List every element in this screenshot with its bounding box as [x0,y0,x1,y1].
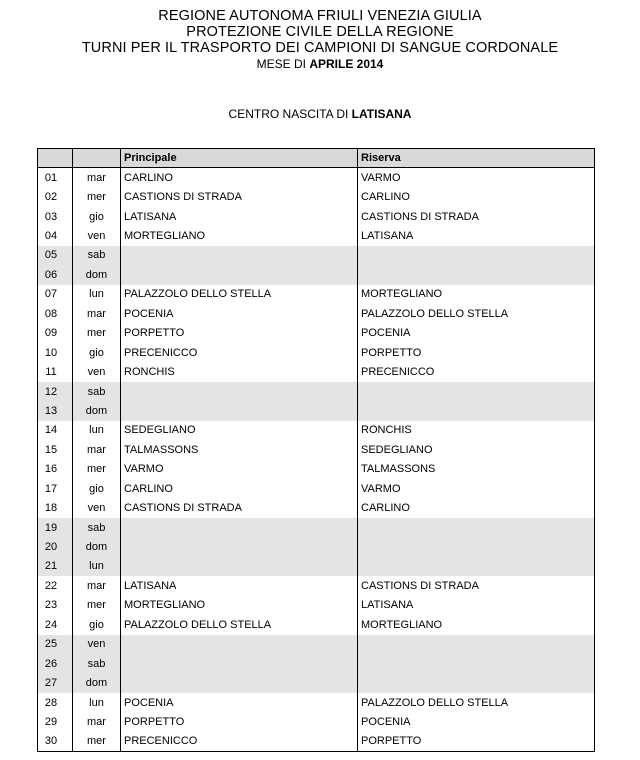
weekday-cell: ven [73,498,121,517]
table-row [38,576,595,595]
table-row [38,421,595,440]
weekday-cell: lun [73,557,121,576]
table-row [38,635,595,654]
principale-cell: POCENIA [121,693,358,712]
principale-cell [121,382,358,401]
table-row [38,285,595,304]
riserva-cell: MORTEGLIANO [358,285,595,304]
weekday-cell: lun [73,285,121,304]
riserva-cell: CASTIONS DI STRADA [358,576,595,595]
table-row [38,226,595,245]
weekday-cell: mer [73,187,121,206]
riserva-cell [358,654,595,673]
principale-cell: POCENIA [121,304,358,323]
center-prefix: CENTRO NASCITA DI [228,107,349,121]
date-cell: 25 [38,635,73,654]
table-row [38,615,595,634]
weekday-cell: gio [73,207,121,226]
date-cell: 10 [38,343,73,362]
principale-cell: MORTEGLIANO [121,226,358,245]
table-row [38,304,595,323]
date-cell: 12 [38,382,73,401]
principale-cell: PRECENICCO [121,732,358,752]
weekday-cell: mar [73,576,121,595]
principale-cell [121,557,358,576]
header-title: TURNI PER IL TRASPORTO DEI CAMPIONI DI SANGUE CORDONALE [81,40,559,56]
date-cell: 06 [38,265,73,284]
weekday-cell: sab [73,518,121,537]
table-row [38,596,595,615]
schedule-table [37,148,595,752]
principale-cell: PRECENICCO [121,343,358,362]
month-value: APRILE 2014 [309,57,384,71]
riserva-cell [358,518,595,537]
weekday-cell: ven [73,635,121,654]
principale-cell: TALMASSONS [121,440,358,459]
col-header-day [73,149,121,168]
principale-cell: LATISANA [121,576,358,595]
weekday-cell: mar [73,304,121,323]
date-cell: 28 [38,693,73,712]
weekday-cell: lun [73,693,121,712]
weekday-cell: mer [73,460,121,479]
table-row [38,732,595,752]
weekday-cell: dom [73,537,121,556]
riserva-cell: VARMO [358,168,595,188]
date-cell: 30 [38,732,73,752]
date-cell: 01 [38,168,73,188]
header-agency: PROTEZIONE CIVILE DELLA REGIONE [186,24,454,40]
principale-cell [121,265,358,284]
principale-cell: CARLINO [121,168,358,188]
weekday-cell: gio [73,615,121,634]
weekday-cell: mer [73,732,121,752]
riserva-cell: CARLINO [358,498,595,517]
month-prefix: MESE DI [256,57,306,71]
table-row [38,673,595,692]
riserva-cell: MORTEGLIANO [358,615,595,634]
date-cell: 20 [38,537,73,556]
col-header-principale: Principale [121,149,358,168]
principale-cell: PORPETTO [121,324,358,343]
date-cell: 22 [38,576,73,595]
date-cell: 19 [38,518,73,537]
date-cell: 13 [38,401,73,420]
header-month [0,57,640,72]
riserva-cell: POCENIA [358,712,595,731]
table-row [38,401,595,420]
weekday-cell: mar [73,168,121,188]
principale-cell: RONCHIS [121,362,358,381]
weekday-cell: ven [73,362,121,381]
date-cell: 17 [38,479,73,498]
riserva-cell: LATISANA [358,226,595,245]
riserva-cell: PALAZZOLO DELLO STELLA [358,304,595,323]
date-cell: 09 [38,324,73,343]
weekday-cell: dom [73,265,121,284]
date-cell: 08 [38,304,73,323]
table-header-row [38,149,595,168]
date-cell: 24 [38,615,73,634]
date-cell: 18 [38,498,73,517]
riserva-cell: PALAZZOLO DELLO STELLA [358,693,595,712]
riserva-cell [358,673,595,692]
table-row [38,246,595,265]
table-row [38,382,595,401]
principale-cell [121,654,358,673]
table-row [38,693,595,712]
birth-center-title [0,107,640,121]
riserva-cell [358,265,595,284]
table-row [38,362,595,381]
principale-cell: CASTIONS DI STRADA [121,187,358,206]
center-name: LATISANA [351,107,412,121]
date-cell: 16 [38,460,73,479]
table-row [38,712,595,731]
riserva-cell: CARLINO [358,187,595,206]
date-cell: 21 [38,557,73,576]
principale-cell [121,518,358,537]
weekday-cell: sab [73,382,121,401]
table-row [38,537,595,556]
riserva-cell: SEDEGLIANO [358,440,595,459]
weekday-cell: mer [73,596,121,615]
table-row [38,207,595,226]
weekday-cell: sab [73,246,121,265]
table-row [38,460,595,479]
riserva-cell [358,635,595,654]
riserva-cell [358,537,595,556]
principale-cell: MORTEGLIANO [121,596,358,615]
principale-cell: PORPETTO [121,712,358,731]
table-row [38,265,595,284]
date-cell: 15 [38,440,73,459]
principale-cell: CASTIONS DI STRADA [121,498,358,517]
date-cell: 05 [38,246,73,265]
col-header-riserva: Riserva [358,149,595,168]
principale-cell: LATISANA [121,207,358,226]
table-row [38,498,595,517]
date-cell: 07 [38,285,73,304]
principale-cell [121,673,358,692]
table-row [38,440,595,459]
riserva-cell [358,557,595,576]
weekday-cell: mar [73,712,121,731]
table-row [38,479,595,498]
riserva-cell: POCENIA [358,324,595,343]
riserva-cell [358,401,595,420]
riserva-cell: VARMO [358,479,595,498]
date-cell: 26 [38,654,73,673]
principale-cell: SEDEGLIANO [121,421,358,440]
weekday-cell: gio [73,479,121,498]
table-row [38,343,595,362]
col-header-date [38,149,73,168]
date-cell: 29 [38,712,73,731]
weekday-cell: lun [73,421,121,440]
riserva-cell: PORPETTO [358,343,595,362]
date-cell: 27 [38,673,73,692]
principale-cell: PALAZZOLO DELLO STELLA [121,615,358,634]
weekday-cell: dom [73,401,121,420]
weekday-cell: mer [73,324,121,343]
riserva-cell: LATISANA [358,596,595,615]
weekday-cell: gio [73,343,121,362]
riserva-cell: PORPETTO [358,732,595,752]
weekday-cell: ven [73,226,121,245]
table-row [38,324,595,343]
principale-cell [121,246,358,265]
table-row [38,187,595,206]
principale-cell [121,537,358,556]
date-cell: 23 [38,596,73,615]
riserva-cell: TALMASSONS [358,460,595,479]
principale-cell: CARLINO [121,479,358,498]
header-region: REGIONE AUTONOMA FRIULI VENEZIA GIULIA [158,8,482,24]
date-cell: 04 [38,226,73,245]
riserva-cell [358,246,595,265]
weekday-cell: dom [73,673,121,692]
date-cell: 11 [38,362,73,381]
document-header [0,8,640,72]
table-row [38,557,595,576]
weekday-cell: sab [73,654,121,673]
date-cell: 14 [38,421,73,440]
table-row [38,168,595,188]
riserva-cell: CASTIONS DI STRADA [358,207,595,226]
riserva-cell: PRECENICCO [358,362,595,381]
date-cell: 02 [38,187,73,206]
riserva-cell [358,382,595,401]
principale-cell [121,401,358,420]
riserva-cell: RONCHIS [358,421,595,440]
date-cell: 03 [38,207,73,226]
principale-cell: PALAZZOLO DELLO STELLA [121,285,358,304]
table-row [38,518,595,537]
principale-cell [121,635,358,654]
table-row [38,654,595,673]
weekday-cell: mar [73,440,121,459]
principale-cell: VARMO [121,460,358,479]
